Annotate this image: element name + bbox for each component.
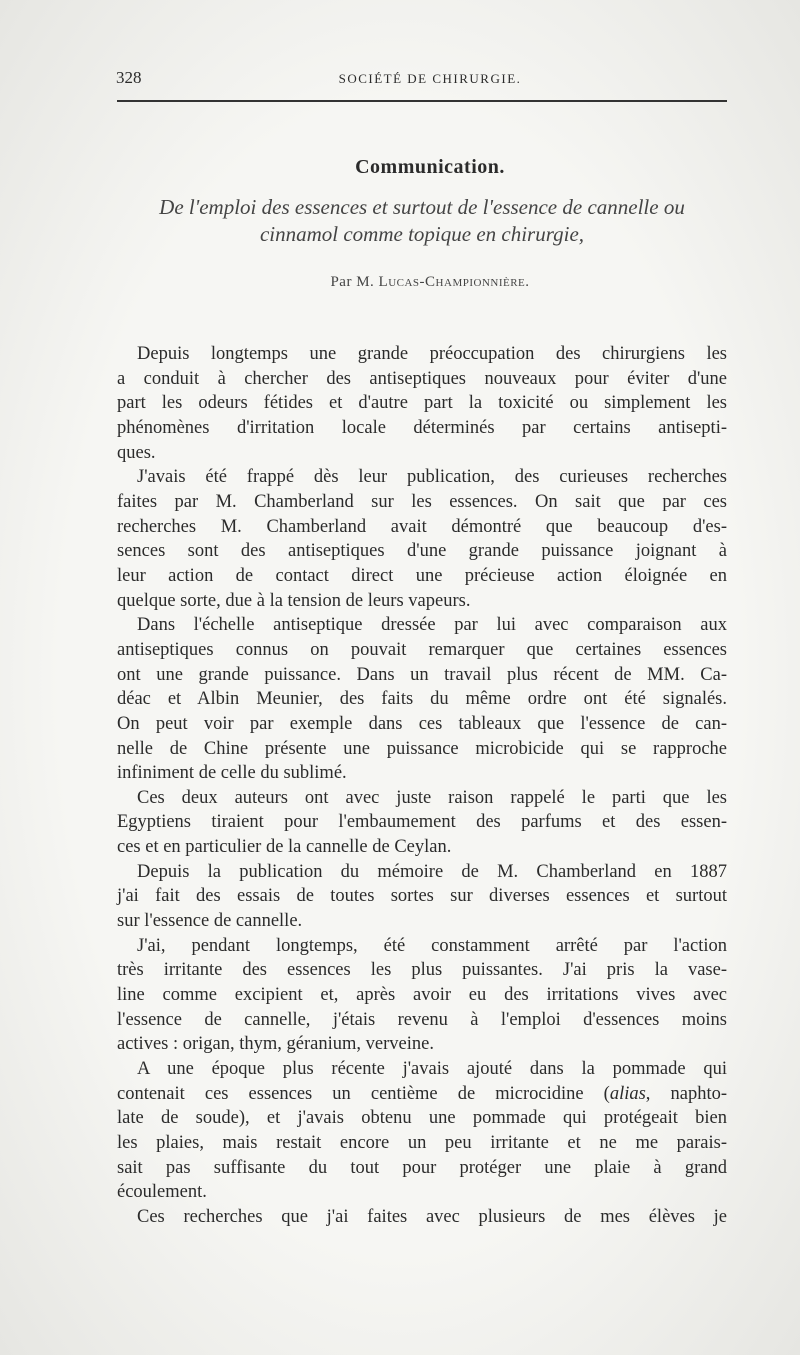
title-line: cinnamol comme topique en chirurgie, xyxy=(259,222,585,246)
italic-term: alias xyxy=(609,1083,646,1104)
page-number: 328 xyxy=(116,68,142,87)
section-heading: Communication. xyxy=(355,156,505,178)
paragraph xyxy=(117,934,727,1057)
byline xyxy=(0,274,800,291)
text-line: phénomènes d'irritation locale déterminés par certains antisepti- xyxy=(117,417,727,438)
text-segment: , naphto- xyxy=(645,1083,727,1104)
text-line: sur l'essence de cannelle. xyxy=(117,911,303,932)
text-line: Dans l'échelle antiseptique dressée par lui avec comparaison aux xyxy=(137,615,727,636)
text-line: j'ai fait des essais de toutes sortes sur diverses essences et surtout xyxy=(117,886,727,907)
text-line: quelque sorte, due à la tension de leurs vapeurs. xyxy=(117,590,471,611)
body-text xyxy=(117,342,727,1230)
text-line: ont une grande puissance. Dans un travail plus récent de MM. Ca- xyxy=(117,664,727,685)
article-title xyxy=(117,194,727,248)
text-line: Egyptiens tiraient pour l'embaumement des parfums et des essen- xyxy=(117,812,727,833)
text-line: ces et en particulier de la cannelle de Ceylan. xyxy=(117,837,452,858)
paragraph xyxy=(117,1205,727,1230)
text-segment: contenait ces essences un centième de microcidine ( xyxy=(117,1083,610,1104)
text-line: antiseptiques connus on pouvait remarquer que certaines essences xyxy=(117,639,727,660)
text-line: line comme excipient et, après avoir eu des irritations vives avec xyxy=(117,985,727,1006)
byline-author: Lucas-Championnière. xyxy=(378,274,530,290)
running-head: SOCIÉTÉ DE CHIRURGIE. xyxy=(338,71,522,86)
text-line: l'essence de cannelle, j'étais revenu à l'emploi d'essences moins xyxy=(117,1009,727,1030)
text-line: faites par M. Chamberland sur les essences. On sait que par ces xyxy=(117,491,727,512)
text-line: déac et Albin Meunier, des faits du même ordre ont été signalés. xyxy=(117,689,727,710)
text-line: J'ai, pendant longtemps, été constamment arrêté par l'action xyxy=(137,935,727,956)
text-line: J'avais été frappé dès leur publication, des curieuses recherches xyxy=(137,467,727,488)
text-line: Ces recherches que j'ai faites avec plusieurs de mes élèves je xyxy=(137,1206,727,1227)
text-line: ques. xyxy=(117,442,156,463)
text-line: Depuis longtemps une grande préoccupation des chirurgiens les xyxy=(137,344,727,364)
paragraph xyxy=(117,613,727,786)
paragraph xyxy=(117,786,727,860)
text-line: très irritante des essences les plus puissantes. J'ai pris la vase- xyxy=(117,960,727,981)
text-line: Ces deux auteurs ont avec juste raison rappelé le parti que les xyxy=(137,787,727,808)
text-line: sait pas suffisante du tout pour protéger une plaie à grand xyxy=(117,1157,727,1178)
text-line: écoulement. xyxy=(117,1182,207,1203)
text-line xyxy=(117,1082,727,1107)
byline-prefix: Par M. xyxy=(330,274,375,290)
text-line: Depuis la publication du mémoire de M. Chamberland en 1887 xyxy=(137,861,727,882)
text-line: part les odeurs fétides et d'autre part la toxicité ou simplement les xyxy=(117,393,727,414)
title-line: De l'emploi des essences et surtout de l'essence de cannelle ou xyxy=(159,195,685,219)
text-line: On peut voir par exemple dans ces tableaux que l'essence de can- xyxy=(117,713,727,734)
paragraph xyxy=(117,342,727,465)
paragraph xyxy=(117,465,727,613)
header-rule xyxy=(117,100,727,102)
text-line: les plaies, mais restait encore un peu irritante et ne me parais- xyxy=(117,1133,727,1153)
text-line: A une époque plus récente j'avais ajouté dans la pommade qui xyxy=(137,1059,727,1080)
paragraph xyxy=(117,1057,727,1205)
text-line: leur action de contact direct une précieuse action éloignée en xyxy=(117,565,727,586)
paragraph xyxy=(117,860,727,934)
text-line: late de soude), et j'avais obtenu une pommade qui protégeait bien xyxy=(117,1108,727,1129)
text-line: a conduit à chercher des antiseptiques nouveaux pour éviter d'une xyxy=(117,368,727,389)
text-line: infiniment de celle du sublimé. xyxy=(117,763,347,784)
text-line: recherches M. Chamberland avait démontré que beaucoup d'es- xyxy=(117,516,727,537)
text-line: nelle de Chine présente une puissance microbicide qui se rapproche xyxy=(117,738,727,759)
text-line: sences sont des antiseptiques d'une grande puissance joignant à xyxy=(117,541,727,562)
text-line: actives : origan, thym, géranium, verveine. xyxy=(117,1034,434,1055)
